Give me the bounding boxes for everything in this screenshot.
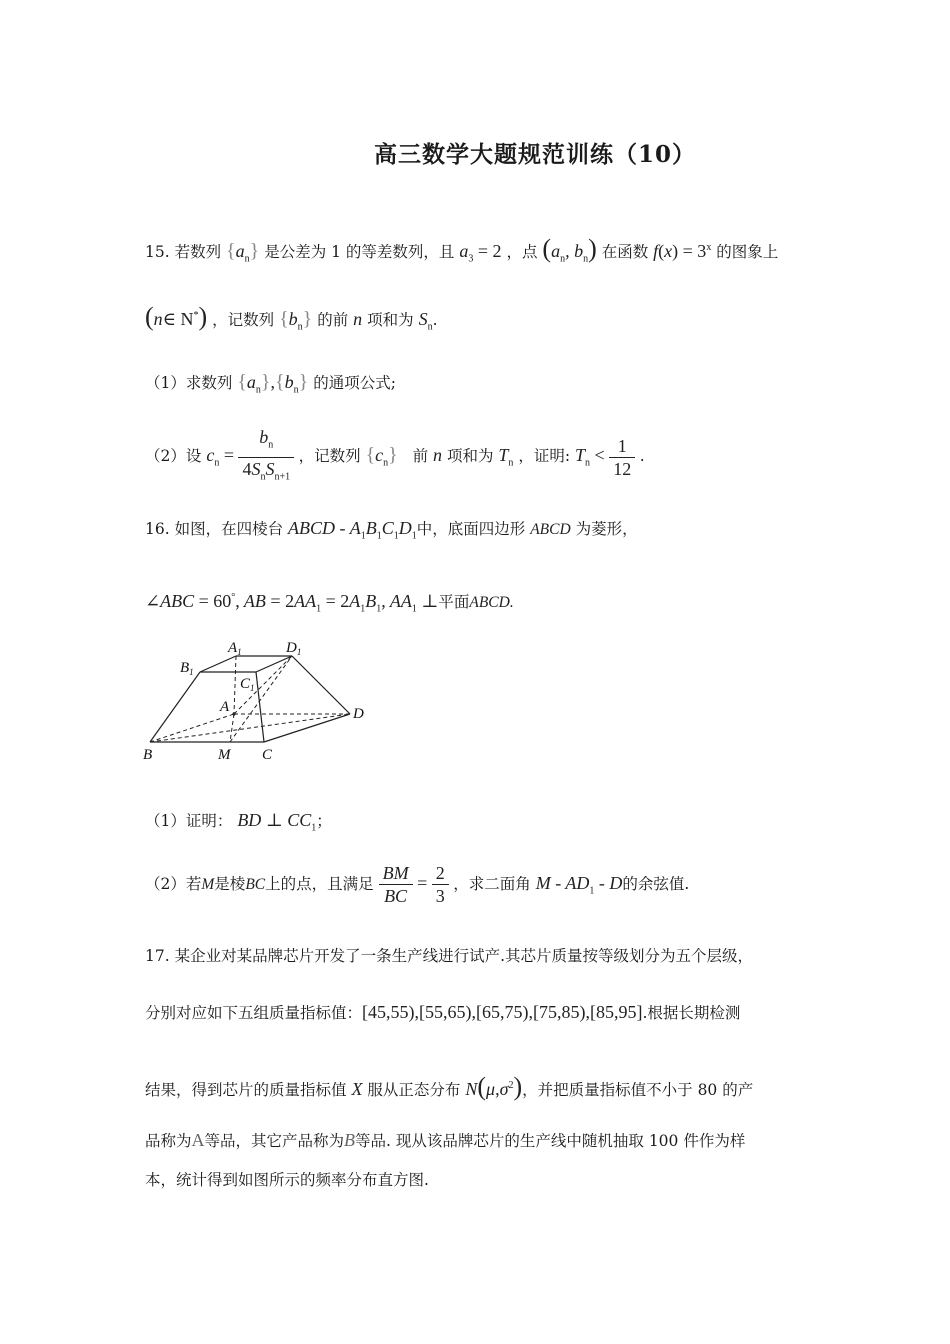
formula-function: $f(x) = 3^x$ [653, 241, 712, 261]
formula-normal: $N(\mu,\sigma^2)$ [465, 1072, 523, 1101]
q17-line-5: 本，统计得到如图所示的频率分布直方图. [145, 1171, 429, 1189]
q15-part-1: （1）求数列 $\{a_n\},\{b_n\}$ 的通项公式; [145, 371, 396, 396]
label-C: C [262, 747, 273, 763]
label-B: B [143, 747, 153, 763]
formula-inequality: $T_n$ < $\frac{1}{12}$ [575, 445, 640, 465]
formula-conditions: ∠ABC = 60°, AB = $2AA_1 = 2A_1B_1$, $AA_1$ ⊥ [145, 591, 439, 615]
formula-frustum: ABCD - $A_1B_1C_1D_1$ [288, 518, 417, 542]
q16-part-1: （1）证明： BD ⊥ $CC_1$； [145, 810, 332, 834]
q17-line-4: 品称为A等品，其它产品称为B等品. 现从该品牌芯片的生产线中随机抽取 100 件作为样 [145, 1130, 746, 1150]
formula-dihedral: M - $AD_1$ - D [535, 873, 623, 897]
label-A1: $A_1$ [228, 640, 242, 657]
q16-line-2: ∠ABC = 60°, AB = $2AA_1 = 2A_1B_1$, $AA_1$ ⊥平面ABCD. [145, 591, 514, 615]
q15-line-1: 15. 若数列 $\{a_n\}$ 是公差为 1 的等差数列，且 $a_3 = 2$ ，点 ($a_n$, $b_n$) 在函数 $f(x) = 3^x$ 的图象上 [145, 234, 779, 265]
label-D1: $D_1$ [286, 640, 302, 657]
formula-seq-c: $\{c_n\}$ [365, 444, 398, 469]
formula-n-domain: (n∈ N*) [145, 302, 208, 331]
frustum-figure [140, 636, 380, 770]
formula-point: ($a_n$, $b_n$) [542, 234, 597, 265]
label-B1: $B_1$ [180, 660, 194, 677]
q17-line-3: 结果，得到芯片的质量指标值 X 服从正态分布 $N(\mu,\sigma^2)$，并把质量指标值不小于 80 的产 [145, 1072, 754, 1101]
formula-seqs: $\{a_n\},\{b_n\}$ [237, 371, 309, 396]
label-M: M [218, 747, 231, 763]
q15-part-2: （2）设 $c_n$ = $\frac{b_n}{4S_nS_{n+1}}$ ，记数列 $\{c_n\}$ 前 n 项和为 $T_n$ ，证明: $T_n$ < $\frac{1}{12}$ . [145, 427, 645, 483]
label-D: D [353, 706, 364, 722]
formula-intervals: [45,55),[55,65),[65,75),[75,85),[85,95] [362, 1002, 643, 1022]
formula-seq-b: $\{b_n\}$ [279, 308, 313, 333]
formula-perpendicular: BD ⊥ $CC_1$ [237, 810, 317, 834]
formula-seq-a: $\{a_n\}$ [226, 240, 260, 265]
q17-line-1: 17. 某企业对某品牌芯片开发了一条生产线进行试产.其芯片质量按等级划分为五个层级， [145, 947, 754, 965]
formula-tn: $T_n$ [498, 445, 514, 469]
label-C1: $C_1$ [240, 676, 255, 693]
label-A: A [220, 699, 230, 715]
q15-line-2: (n∈ N*) ，记数列 $\{b_n\}$ 的前 n 项和为 $S_n$. [145, 302, 438, 333]
formula-sn: $S_n$ [418, 309, 433, 333]
formula-a3: $a_3 = 2$ [459, 241, 502, 265]
q17-line-2: 分别对应如下五组质量指标值：[45,55),[55,65),[65,75),[75,85),[85,95].根据长期检测 [145, 1002, 741, 1022]
formula-cn: $c_n$ = $\frac{b_n}{4S_nS_{n+1}}$ [206, 445, 298, 465]
page-title: 高三数学大题规范训练（10） [373, 141, 696, 168]
q16-line-1: 16. 如图，在四棱台 ABCD - $A_1B_1C_1D_1$中，底面四边形 ABCD 为菱形， [145, 518, 638, 542]
formula-ratio: $\frac{BM}{BC}$ = $\frac{2}{3}$ [379, 873, 454, 893]
q16-part-2: （2）若M是棱BC上的点，且满足 $\frac{BM}{BC}$ = $\frac{2}{3}$ ，求二面角 M - $AD_1$ - D的余弦值. [145, 863, 690, 907]
